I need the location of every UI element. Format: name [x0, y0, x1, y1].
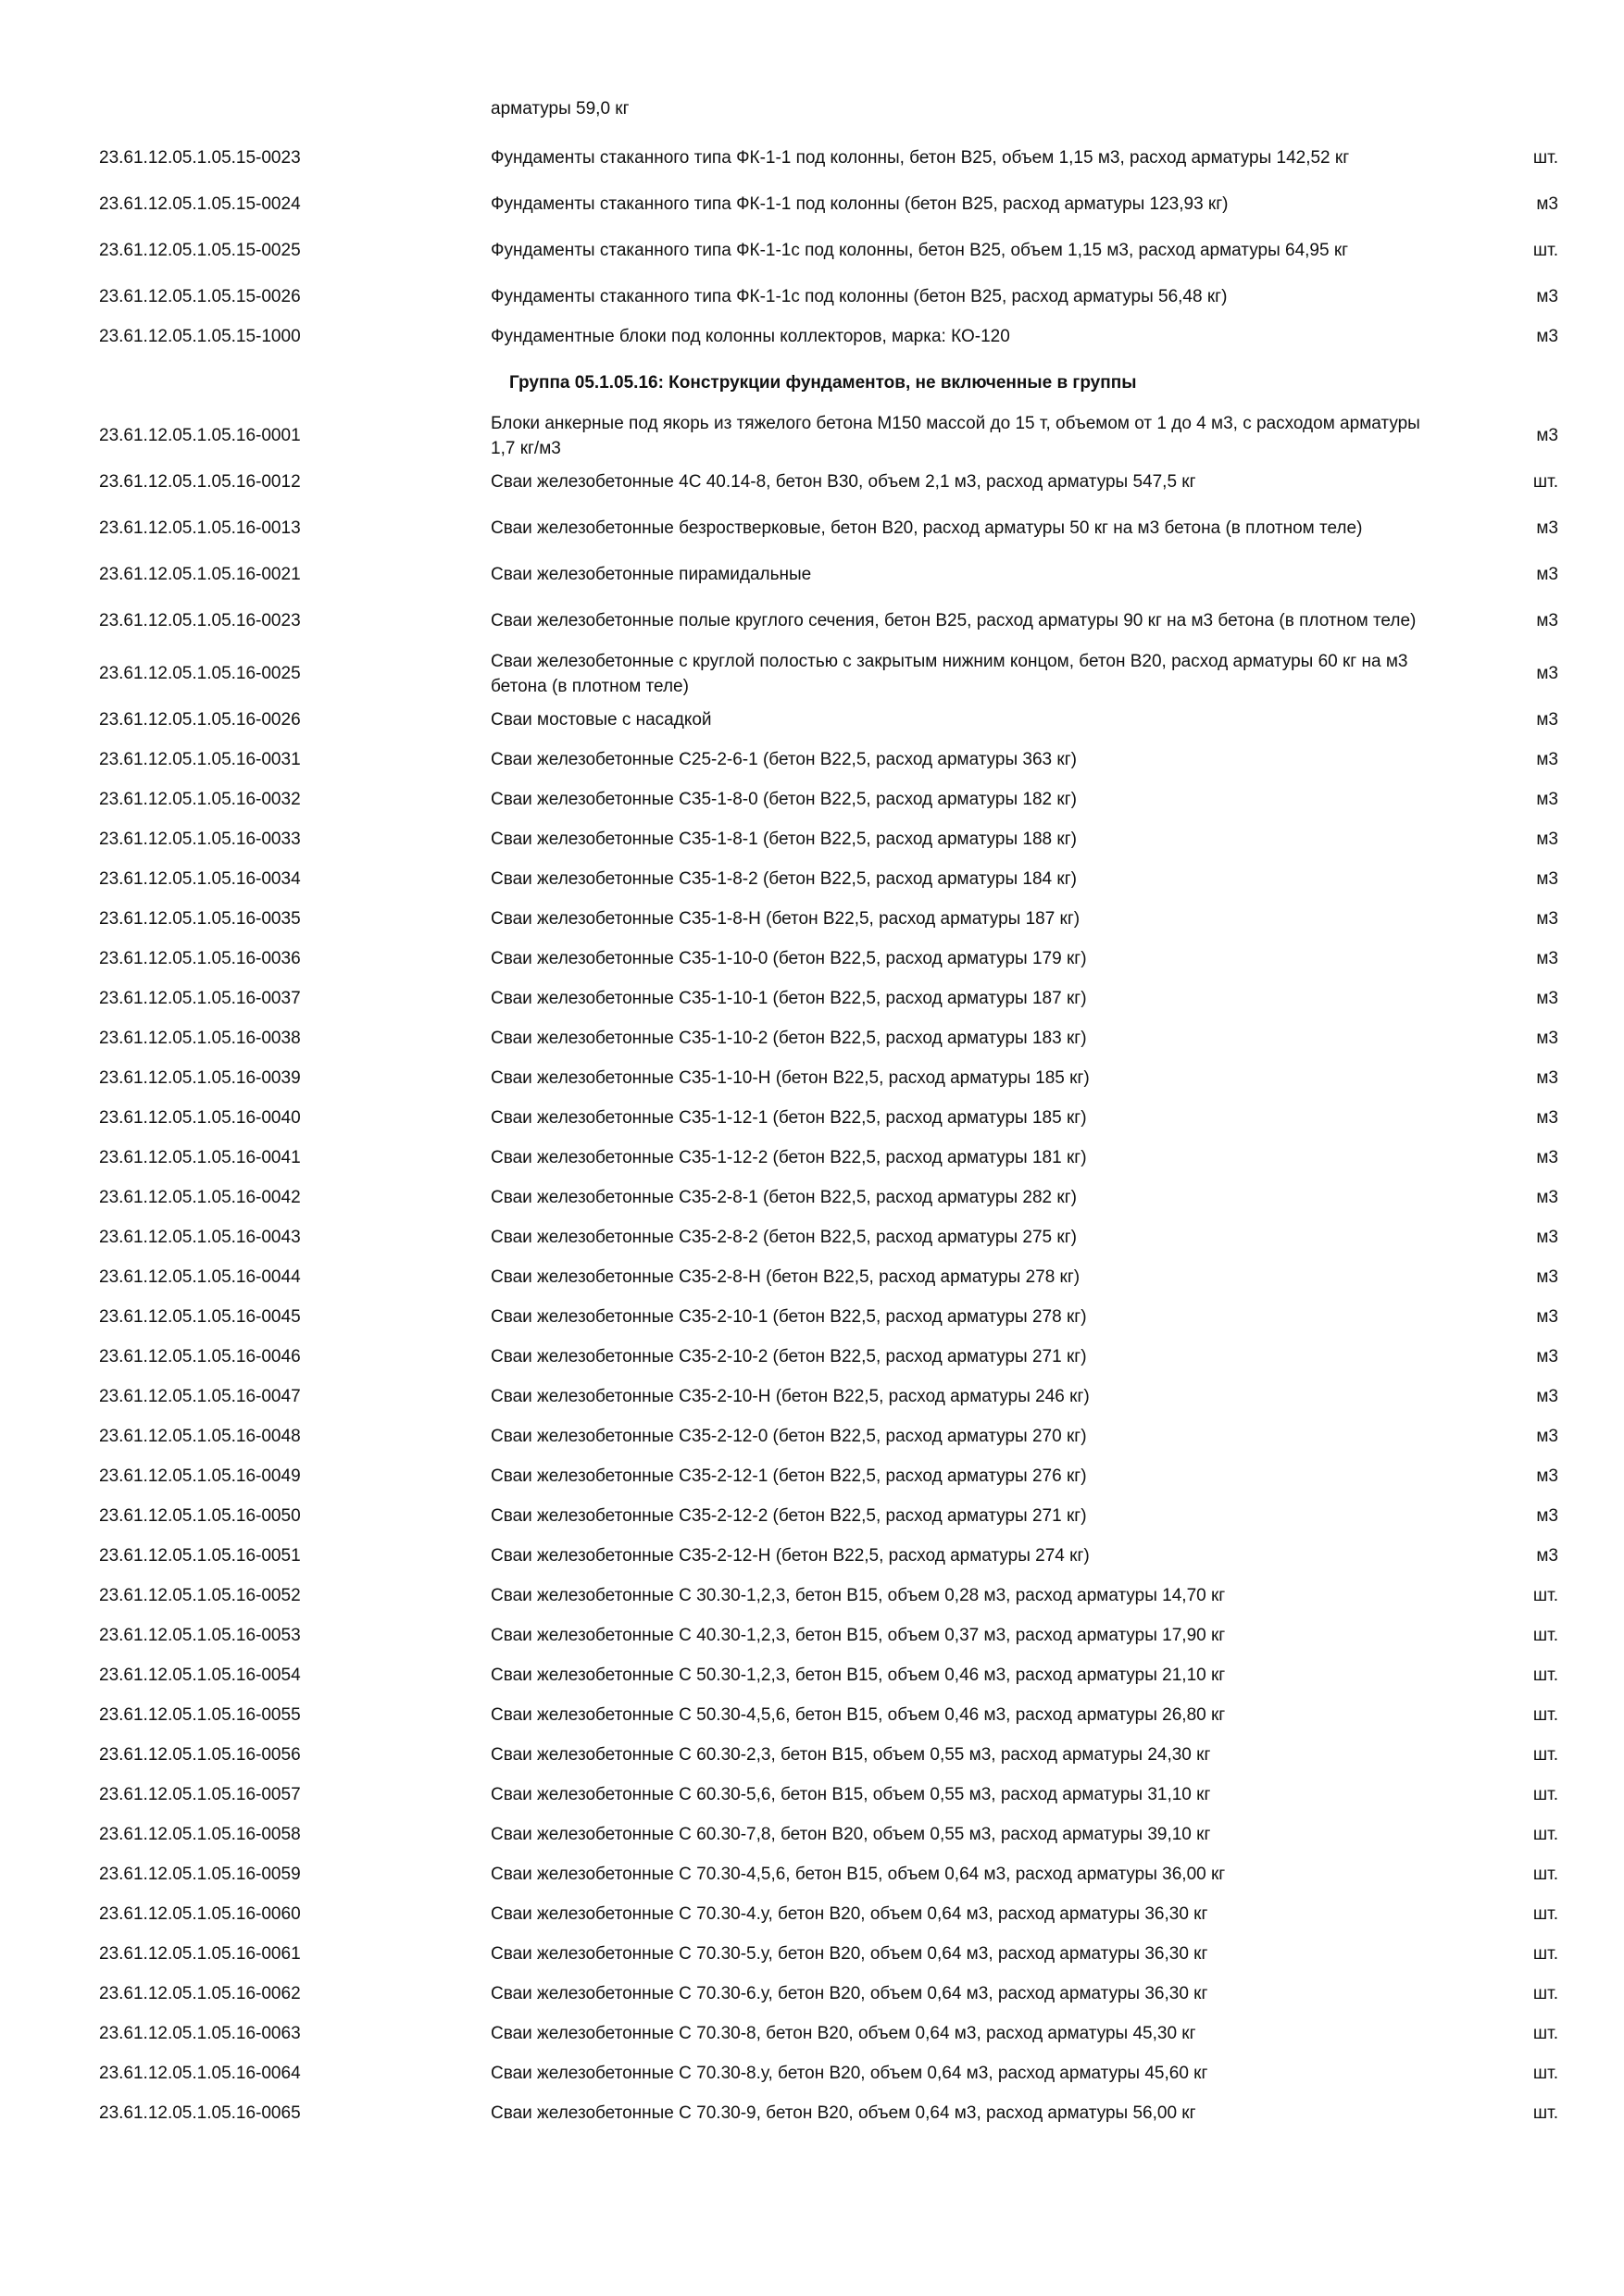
name-cell: Фундаменты стаканного типа ФК-1-1с под колонны, бетон В25, объем 1,15 м3, расход арматуры 64,95 кг [491, 241, 1349, 260]
unit-cell: м3 [1536, 1387, 1558, 1406]
unit-cell: шт. [1532, 1984, 1558, 2003]
code-cell: 23.61.12.05.1.05.16-0050 [99, 1506, 301, 1526]
name-cell: Сваи железобетонные С 70.30-4.у, бетон В20, объем 0,64 м3, расход арматуры 36,30 кг [491, 1904, 1208, 1924]
unit-cell: м3 [1536, 909, 1558, 929]
unit-cell: м3 [1536, 869, 1558, 889]
code-cell: 23.61.12.05.1.05.16-0023 [99, 611, 301, 630]
code-cell: 23.61.12.05.1.05.16-0037 [99, 989, 301, 1008]
name-cell: Сваи железобетонные С35-1-12-2 (бетон В22,5, расход арматуры 181 кг) [491, 1148, 1087, 1167]
unit-cell: м3 [1536, 989, 1558, 1008]
table-row [99, 184, 1562, 224]
table-row [99, 1416, 1562, 1456]
unit-cell: м3 [1536, 287, 1558, 306]
name-cell: Сваи железобетонные безростверковые, бетон В20, расход арматуры 50 кг на м3 бетона (в плотном теле) [491, 518, 1363, 538]
name-cell: Сваи железобетонные С 70.30-8, бетон В20, объем 0,64 м3, расход арматуры 45,30 кг [491, 2024, 1196, 2043]
code-cell: 23.61.12.05.1.05.16-0039 [99, 1068, 301, 1088]
name-cell: Сваи железобетонные С 50.30-1,2,3, бетон В15, объем 0,46 м3, расход арматуры 21,10 кг [491, 1666, 1226, 1685]
table-row [99, 1894, 1562, 1934]
unit-cell: м3 [1536, 664, 1558, 683]
code-cell: 23.61.12.05.1.05.15-0025 [99, 241, 301, 260]
name-cell: Фундаментные блоки под колонны коллекторов, марка: КО-120 [491, 327, 1010, 346]
code-cell: 23.61.12.05.1.05.15-0023 [99, 148, 301, 168]
name-cell: Сваи мостовые с насадкой [491, 710, 712, 730]
name-cell: Сваи железобетонные С 70.30-4,5,6, бетон В15, объем 0,64 м3, расход арматуры 36,00 кг [491, 1865, 1226, 1884]
code-cell: 23.61.12.05.1.05.16-0043 [99, 1228, 301, 1247]
code-cell: 23.61.12.05.1.05.16-0013 [99, 518, 301, 538]
code-cell: 23.61.12.05.1.05.16-0056 [99, 1745, 301, 1765]
name-cell: Сваи железобетонные С 30.30-1,2,3, бетон В15, объем 0,28 м3, расход арматуры 14,70 кг [491, 1586, 1226, 1605]
table-row [99, 2014, 1562, 2053]
name-cell: Сваи железобетонные С 60.30-5,6, бетон В15, объем 0,55 м3, расход арматуры 31,10 кг [491, 1785, 1211, 1804]
unit-cell: м3 [1536, 1427, 1558, 1446]
unit-cell: шт. [1532, 1705, 1558, 1725]
name-cell: Сваи железобетонные С 70.30-8.у, бетон В20, объем 0,64 м3, расход арматуры 45,60 кг [491, 2064, 1208, 2083]
name-cell: Сваи железобетонные С35-2-8-Н (бетон В22,5, расход арматуры 278 кг) [491, 1267, 1081, 1287]
unit-cell: м3 [1536, 518, 1558, 538]
table-row [99, 1735, 1562, 1775]
unit-cell: м3 [1536, 1307, 1558, 1327]
name-cell: Сваи железобетонные с круглой полостью с закрытым нижним концом, бетон В20, расход арматуры 60 кг на м3 бетона (в плотном теле) [491, 651, 1408, 696]
name-cell: Сваи железобетонные С35-1-8-2 (бетон В22,5, расход арматуры 184 кг) [491, 869, 1077, 889]
name-cell: Сваи железобетонные С35-1-12-1 (бетон В22,5, расход арматуры 185 кг) [491, 1108, 1087, 1128]
unit-cell: м3 [1536, 1466, 1558, 1486]
code-cell: 23.61.12.05.1.05.16-0038 [99, 1029, 301, 1048]
table-row [99, 1655, 1562, 1695]
table-row [99, 1217, 1562, 1257]
code-cell: 23.61.12.05.1.05.16-0046 [99, 1347, 301, 1366]
table-row [99, 462, 1562, 502]
code-cell: 23.61.12.05.1.05.16-0062 [99, 1984, 301, 2003]
name-cell: Сваи железобетонные С25-2-6-1 (бетон В22,5, расход арматуры 363 кг) [491, 750, 1077, 769]
unit-cell: шт. [1532, 2103, 1558, 2123]
code-cell: 23.61.12.05.1.05.16-0057 [99, 1785, 301, 1804]
table-row [99, 502, 1562, 555]
unit-cell: м3 [1536, 790, 1558, 809]
code-cell: 23.61.12.05.1.05.16-0031 [99, 750, 301, 769]
code-cell: 23.61.12.05.1.05.16-0033 [99, 830, 301, 849]
unit-cell: м3 [1536, 1029, 1558, 1048]
group-heading: Группа 05.1.05.16: Конструкции фундаментов, не включенные в группы [509, 373, 1137, 393]
code-cell: 23.61.12.05.1.05.16-0044 [99, 1267, 301, 1287]
code-cell: 23.61.12.05.1.05.16-0051 [99, 1546, 301, 1566]
table-row [99, 780, 1562, 819]
code-cell: 23.61.12.05.1.05.16-0054 [99, 1666, 301, 1685]
table-row [99, 555, 1562, 594]
unit-cell: м3 [1536, 1506, 1558, 1526]
table-row [99, 1536, 1562, 1576]
name-cell: Фундаменты стаканного типа ФК-1-1 под колонны (бетон В25, расход арматуры 123,93 кг) [491, 194, 1229, 214]
name-cell: Сваи железобетонные С35-1-10-1 (бетон В22,5, расход арматуры 187 кг) [491, 989, 1087, 1008]
unit-cell: шт. [1532, 241, 1558, 260]
table-row [99, 1576, 1562, 1616]
code-cell: 23.61.12.05.1.05.16-0058 [99, 1825, 301, 1844]
table-row [99, 939, 1562, 979]
name-cell: арматуры 59,0 кг [491, 99, 630, 119]
unit-cell: шт. [1532, 2064, 1558, 2083]
table-row [99, 1775, 1562, 1815]
unit-cell: шт. [1532, 1745, 1558, 1765]
name-cell: Сваи железобетонные С35-1-8-Н (бетон В22,5, расход арматуры 187 кг) [491, 909, 1081, 929]
name-cell: Сваи железобетонные С35-1-8-0 (бетон В22,5, расход арматуры 182 кг) [491, 790, 1077, 809]
table-row [99, 740, 1562, 780]
table-row [99, 1178, 1562, 1217]
table-row [99, 2093, 1562, 2133]
table-row [99, 2053, 1562, 2093]
code-cell: 23.61.12.05.1.05.16-0055 [99, 1705, 301, 1725]
name-cell: Сваи железобетонные С 50.30-4,5,6, бетон В15, объем 0,46 м3, расход арматуры 26,80 кг [491, 1705, 1226, 1725]
name-cell: Блоки анкерные под якорь из тяжелого бетона М150 массой до 15 т, объемом от 1 до 4 м3, с расходом арматуры 1,7 кг/м3 [491, 413, 1420, 458]
table-row [99, 1616, 1562, 1655]
unit-cell: шт. [1532, 1865, 1558, 1884]
name-cell: Сваи железобетонные С35-2-10-Н (бетон В22,5, расход арматуры 246 кг) [491, 1387, 1090, 1406]
table-row [99, 1815, 1562, 1854]
name-cell: Сваи железобетонные С35-2-12-Н (бетон В22,5, расход арматуры 274 кг) [491, 1546, 1090, 1566]
code-cell: 23.61.12.05.1.05.16-0040 [99, 1108, 301, 1128]
unit-cell: шт. [1532, 1825, 1558, 1844]
name-cell: Сваи железобетонные С35-2-8-1 (бетон В22,5, расход арматуры 282 кг) [491, 1188, 1077, 1207]
name-cell: Сваи железобетонные С35-2-8-2 (бетон В22,5, расход арматуры 275 кг) [491, 1228, 1077, 1247]
table-row [99, 859, 1562, 899]
name-cell: Сваи железобетонные С35-1-10-2 (бетон В22,5, расход арматуры 183 кг) [491, 1029, 1087, 1048]
table-row [99, 700, 1562, 740]
table-row [99, 409, 1562, 462]
table-row [99, 224, 1562, 277]
table-row [99, 594, 1562, 647]
table-row [99, 277, 1562, 317]
continuation-row [99, 96, 1562, 131]
code-cell: 23.61.12.05.1.05.16-0025 [99, 664, 301, 683]
code-cell: 23.61.12.05.1.05.16-0045 [99, 1307, 301, 1327]
name-cell: Фундаменты стаканного типа ФК-1-1с под колонны (бетон В25, расход арматуры 56,48 кг) [491, 287, 1228, 306]
table-row [99, 1456, 1562, 1496]
code-cell: 23.61.12.05.1.05.16-0026 [99, 710, 301, 730]
code-cell: 23.61.12.05.1.05.15-0026 [99, 287, 301, 306]
unit-cell: шт. [1532, 1904, 1558, 1924]
table-row [99, 1098, 1562, 1138]
unit-cell: м3 [1536, 1228, 1558, 1247]
code-cell: 23.61.12.05.1.05.16-0036 [99, 949, 301, 968]
unit-cell: м3 [1536, 1068, 1558, 1088]
table-row [99, 1695, 1562, 1735]
code-cell: 23.61.12.05.1.05.16-0065 [99, 2103, 301, 2123]
table-row [99, 1297, 1562, 1337]
table-row [99, 647, 1562, 700]
code-cell: 23.61.12.05.1.05.16-0041 [99, 1148, 301, 1167]
table-row [99, 819, 1562, 859]
name-cell: Сваи железобетонные С 70.30-6.у, бетон В20, объем 0,64 м3, расход арматуры 36,30 кг [491, 1984, 1208, 2003]
name-cell: Сваи железобетонные 4С 40.14-8, бетон В30, объем 2,1 м3, расход арматуры 547,5 кг [491, 472, 1196, 492]
code-cell: 23.61.12.05.1.05.16-0053 [99, 1626, 301, 1645]
unit-cell: шт. [1532, 1785, 1558, 1804]
table-row [99, 979, 1562, 1018]
unit-cell: м3 [1536, 1546, 1558, 1566]
code-cell: 23.61.12.05.1.05.16-0052 [99, 1586, 301, 1605]
code-cell: 23.61.12.05.1.05.16-0042 [99, 1188, 301, 1207]
code-cell: 23.61.12.05.1.05.16-0034 [99, 869, 301, 889]
unit-cell: м3 [1536, 1108, 1558, 1128]
unit-cell: шт. [1532, 472, 1558, 492]
name-cell: Фундаменты стаканного типа ФК-1-1 под колонны, бетон В25, объем 1,15 м3, расход арматуры 142,52 кг [491, 148, 1350, 168]
table-row [99, 1337, 1562, 1377]
code-cell: 23.61.12.05.1.05.16-0012 [99, 472, 301, 492]
table-row [99, 1934, 1562, 1974]
unit-cell: шт. [1532, 1586, 1558, 1605]
name-cell: Сваи железобетонные С35-2-10-1 (бетон В22,5, расход арматуры 278 кг) [491, 1307, 1087, 1327]
unit-cell: шт. [1532, 148, 1558, 168]
table-row [99, 1018, 1562, 1058]
table-row [99, 1377, 1562, 1416]
name-cell: Сваи железобетонные С35-2-12-1 (бетон В22,5, расход арматуры 276 кг) [491, 1466, 1087, 1486]
unit-cell: шт. [1532, 1626, 1558, 1645]
unit-cell: м3 [1536, 1148, 1558, 1167]
code-cell: 23.61.12.05.1.05.16-0063 [99, 2024, 301, 2043]
code-cell: 23.61.12.05.1.05.16-0001 [99, 426, 301, 445]
code-cell: 23.61.12.05.1.05.15-1000 [99, 327, 301, 346]
code-cell: 23.61.12.05.1.05.16-0032 [99, 790, 301, 809]
code-cell: 23.61.12.05.1.05.16-0047 [99, 1387, 301, 1406]
name-cell: Сваи железобетонные С 60.30-2,3, бетон В15, объем 0,55 м3, расход арматуры 24,30 кг [491, 1745, 1211, 1765]
name-cell: Сваи железобетонные С35-1-10-Н (бетон В22,5, расход арматуры 185 кг) [491, 1068, 1090, 1088]
unit-cell: шт. [1532, 2024, 1558, 2043]
document-page [99, 96, 1562, 2133]
name-cell: Сваи железобетонные С35-2-12-0 (бетон В22,5, расход арматуры 270 кг) [491, 1427, 1087, 1446]
code-cell: 23.61.12.05.1.05.16-0021 [99, 565, 301, 584]
unit-cell: м3 [1536, 327, 1558, 346]
name-cell: Сваи железобетонные полые круглого сечения, бетон В25, расход арматуры 90 кг на м3 бетона (в плотном теле) [491, 611, 1417, 630]
code-cell: 23.61.12.05.1.05.16-0049 [99, 1466, 301, 1486]
code-cell: 23.61.12.05.1.05.16-0048 [99, 1427, 301, 1446]
table-row [99, 317, 1562, 356]
unit-cell: м3 [1536, 565, 1558, 584]
code-cell: 23.61.12.05.1.05.15-0024 [99, 194, 301, 214]
table-row [99, 1974, 1562, 2014]
table-row [99, 899, 1562, 939]
unit-cell: м3 [1536, 1267, 1558, 1287]
unit-cell: м3 [1536, 611, 1558, 630]
table-row [99, 1496, 1562, 1536]
name-cell: Сваи железобетонные С35-1-10-0 (бетон В22,5, расход арматуры 179 кг) [491, 949, 1087, 968]
code-cell: 23.61.12.05.1.05.16-0059 [99, 1865, 301, 1884]
table-row [99, 1257, 1562, 1297]
table-row [99, 1138, 1562, 1178]
name-cell: Сваи железобетонные С35-2-12-2 (бетон В22,5, расход арматуры 271 кг) [491, 1506, 1087, 1526]
table-row [99, 1854, 1562, 1894]
unit-cell: м3 [1536, 710, 1558, 730]
name-cell: Сваи железобетонные С35-1-8-1 (бетон В22,5, расход арматуры 188 кг) [491, 830, 1077, 849]
code-cell: 23.61.12.05.1.05.16-0035 [99, 909, 301, 929]
unit-cell: м3 [1536, 830, 1558, 849]
unit-cell: шт. [1532, 1666, 1558, 1685]
table-row [99, 1058, 1562, 1098]
unit-cell: м3 [1536, 1188, 1558, 1207]
name-cell: Сваи железобетонные пирамидальные [491, 565, 812, 584]
code-cell: 23.61.12.05.1.05.16-0061 [99, 1944, 301, 1964]
name-cell: Сваи железобетонные С 60.30-7,8, бетон В20, объем 0,55 м3, расход арматуры 39,10 кг [491, 1825, 1211, 1844]
unit-cell: м3 [1536, 426, 1558, 445]
code-cell: 23.61.12.05.1.05.16-0064 [99, 2064, 301, 2083]
unit-cell: м3 [1536, 750, 1558, 769]
table-row [99, 131, 1562, 184]
name-cell: Сваи железобетонные С 40.30-1,2,3, бетон В15, объем 0,37 м3, расход арматуры 17,90 кг [491, 1626, 1226, 1645]
name-cell: Сваи железобетонные С35-2-10-2 (бетон В22,5, расход арматуры 271 кг) [491, 1347, 1087, 1366]
unit-cell: м3 [1536, 1347, 1558, 1366]
unit-cell: шт. [1532, 1944, 1558, 1964]
unit-cell: м3 [1536, 949, 1558, 968]
name-cell: Сваи железобетонные С 70.30-5.у, бетон В20, объем 0,64 м3, расход арматуры 36,30 кг [491, 1944, 1208, 1964]
code-cell: 23.61.12.05.1.05.16-0060 [99, 1904, 301, 1924]
unit-cell: м3 [1536, 194, 1558, 214]
name-cell: Сваи железобетонные С 70.30-9, бетон В20, объем 0,64 м3, расход арматуры 56,00 кг [491, 2103, 1196, 2123]
